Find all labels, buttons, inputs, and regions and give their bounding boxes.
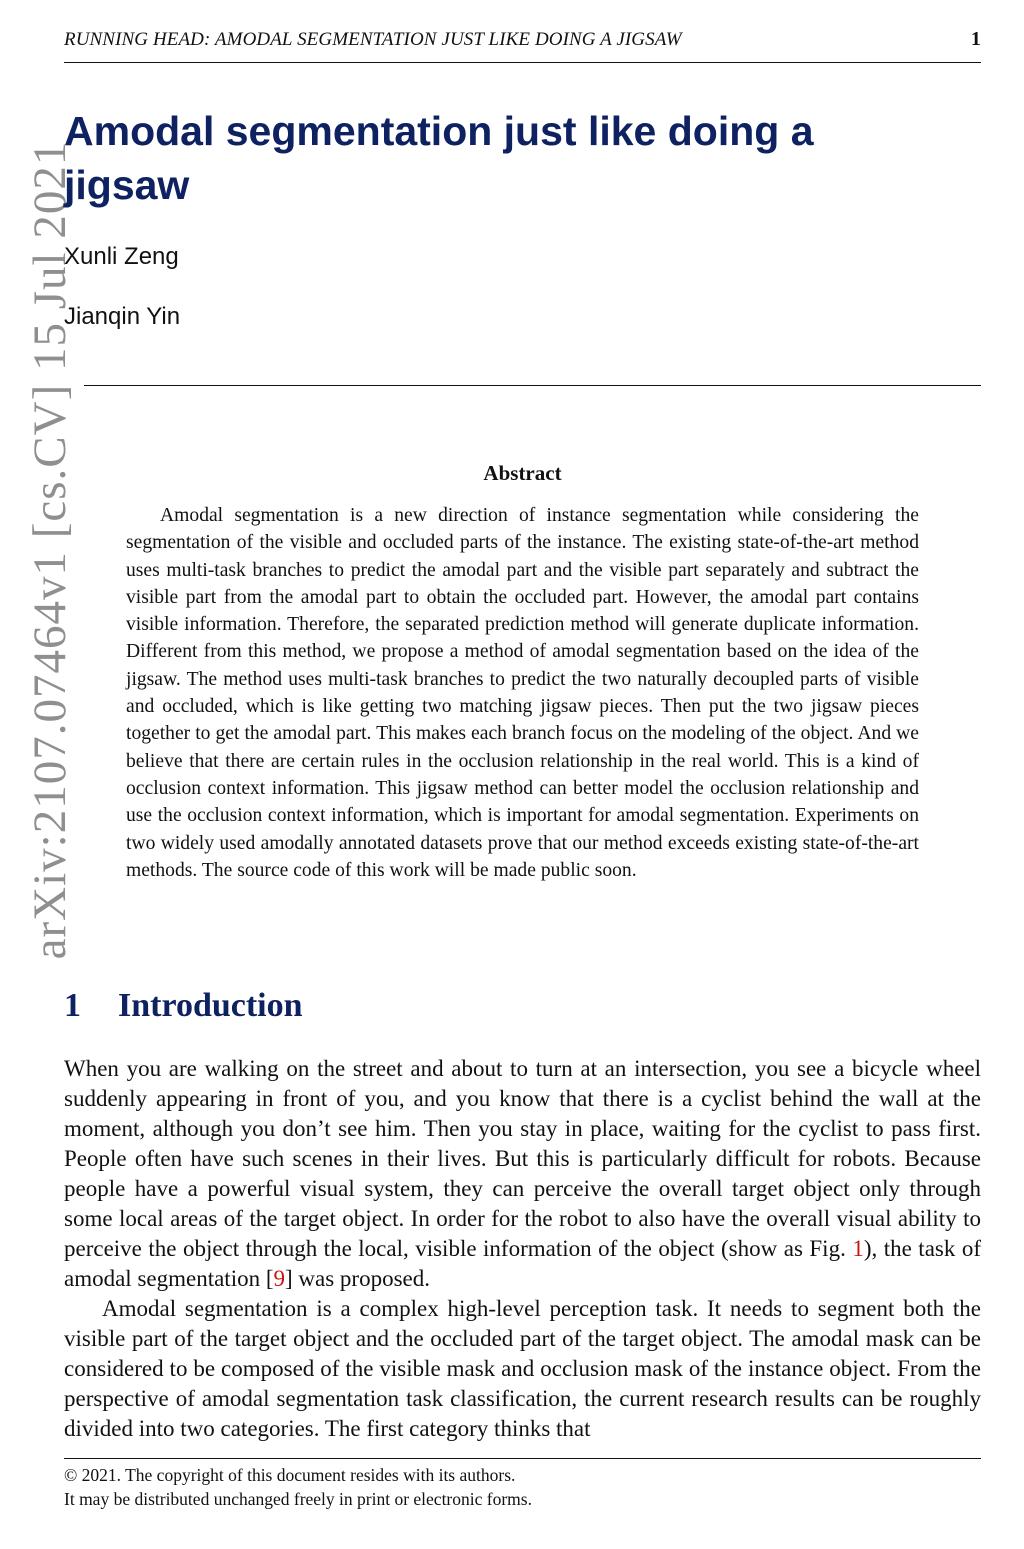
paragraph-text: ), the task of amodal segmentation [ bbox=[64, 1236, 981, 1291]
figure-reference-link[interactable]: 1 bbox=[852, 1236, 864, 1261]
paragraph-text: ] was proposed. bbox=[285, 1266, 430, 1291]
paragraph-text: When you are walking on the street and about to turn at an intersection, you see a bicycle wheel suddenly appearing in front of you, and you know that there is a cyclist behind the wall at the moment, although you don’t see him. Then you stay in place, waiting for the cyclist to pass first. People often have such scenes in their lives. But this is particularly difficult for robots. Because people have a powerful visual system, they can perceive the overall target object only through some local areas of the target object. In order for the robot to also have the overall visual ability to perceive the object through the local, visible information of the object (show as Fig. bbox=[64, 1056, 981, 1261]
arxiv-identifier-stamp: arXiv:2107.07464v1 [cs.CV] 15 Jul 2021 bbox=[24, 140, 76, 960]
running-head bbox=[64, 26, 981, 54]
header-rule bbox=[64, 62, 981, 63]
running-head-title: RUNNING HEAD: AMODAL SEGMENTATION JUST LIKE DOING A JIGSAW bbox=[64, 29, 682, 50]
body-paragraph: Amodal segmentation is a complex high-level perception task. It needs to segment both the visible part of the target object and the occluded part of the target object. The amodal mask can be considered to be composed of the visible mask and occlusion mask of the instance object. From the perspective of amodal segmentation task classification, the current research results can be roughly divided into two categories. The first category thinks that bbox=[64, 1296, 981, 1441]
section-title: Introduction bbox=[118, 987, 303, 1024]
abstract-text: Amodal segmentation is a new direction of instance segmentation while considering the segmentation of the visible and occluded parts of the instance. The existing state-of-the-art method uses multi-task branches to predict the amodal part and the visible part separately and subtract the visible part from the amodal part to obtain the occluded part. However, the amodal part contains visible information. Therefore, the separated prediction method will generate duplicate information. Different from this method, we propose a method of amodal segmentation based on the idea of the jigsaw. The method uses multi-task branches to predict the two naturally decoupled parts of visible and occluded, which is like getting two matching jigsaw pieces. Then put the two jigsaw pieces together to get the amodal part. This makes each branch focus on the modeling of the object. And we believe that there are certain rules in the occlusion relationship in the real world. This is a kind of occlusion context information. This jigsaw method can better model the occlusion relationship and use the occlusion context information, which is important for amodal segmentation. Experiments on two widely used amodally annotated datasets prove that our method exceeds existing state-of-the-art methods. The source code of this work will be made public soon. bbox=[126, 505, 919, 881]
body-paragraph bbox=[64, 1054, 981, 1294]
distribution-notice: It may be distributed unchanged freely in print or electronic forms. bbox=[64, 1489, 532, 1509]
section-number: 1 bbox=[64, 987, 81, 1024]
title-block-rule bbox=[84, 385, 981, 386]
page-number: 1 bbox=[970, 28, 981, 50]
author-name: Xunli Zeng bbox=[64, 243, 179, 270]
paper-title: Amodal segmentation just like doing a jigsaw bbox=[64, 108, 814, 208]
citation-link[interactable]: 9 bbox=[273, 1266, 285, 1291]
footnote-rule bbox=[64, 1458, 981, 1459]
section-heading-introduction bbox=[64, 987, 303, 1025]
abstract-heading: Abstract bbox=[483, 461, 562, 485]
copyright-notice: © 2021. The copyright of this document resides with its authors. bbox=[64, 1465, 516, 1485]
author-name: Jianqin Yin bbox=[64, 303, 181, 330]
